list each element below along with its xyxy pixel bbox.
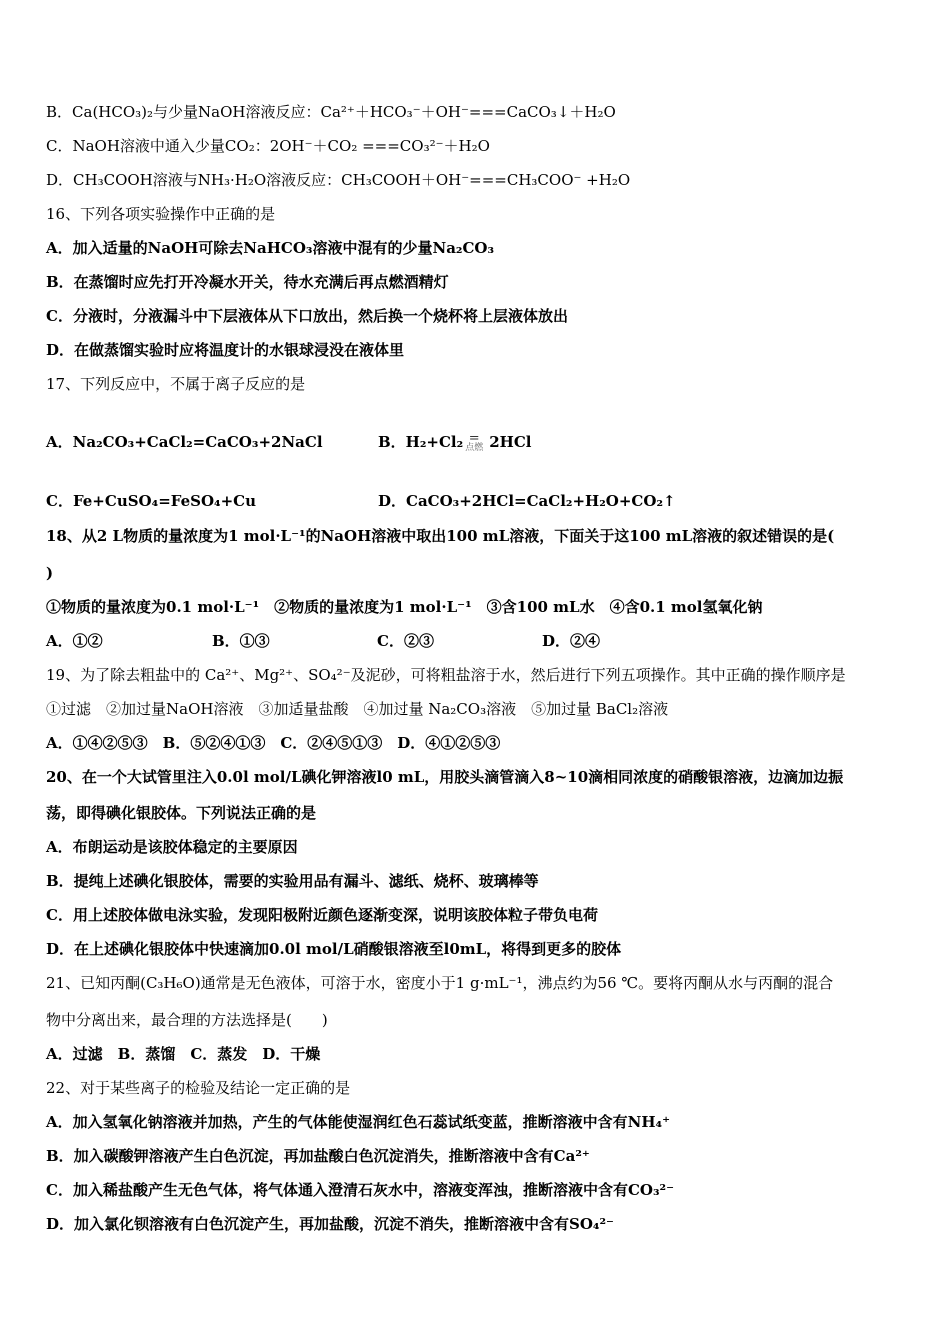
- question-18-statements: ①物质的量浓度为0.1 mol·L⁻¹ ②物质的量浓度为1 mol·L⁻¹ ③含100 mL水 ④含0.1 mol氢氧化钠: [46, 598, 763, 616]
- question-17-option-c: C．Fe+CuSO₄=FeSO₄+Cu: [46, 492, 257, 510]
- question-15-option-b: B．Ca(HCO₃)₂与少量NaOH溶液反应：Ca²⁺＋HCO₃⁻＋OH⁻===CaCO₃↓＋H₂O: [46, 103, 616, 121]
- question-19-options: A．①④②⑤③ B．⑤②④①③ C．②④⑤①③ D．④①②⑤③: [46, 734, 501, 752]
- question-21-stem-cont: 物中分离出来，最合理的方法选择是( ): [46, 1011, 328, 1029]
- question-16-option-b: B．在蒸馏时应先打开冷凝水开关，待水充满后再点燃酒精灯: [46, 273, 449, 291]
- option-b-reactants: B．H₂+Cl₂: [378, 433, 464, 451]
- question-20-stem: 20、在一个大试管里注入0.0l mol/L碘化钾溶液l0 mL，用胶头滴管滴入8~10滴相同浓度的硝酸银溶液，边滴加边振: [46, 768, 844, 786]
- question-20-option-a: A．布朗运动是该胶体稳定的主要原因: [46, 838, 298, 856]
- question-21-stem: 21、已知丙酮(C₃H₆O)通常是无色液体，可溶于水，密度小于1 g·mL⁻¹，沸点约为56 ℃。要将丙酮从水与丙酮的混合: [46, 974, 834, 992]
- question-17-option-b: [378, 432, 531, 453]
- question-20-option-c: C．用上述胶体做电泳实验，发现阳极附近颜色逐渐变深，说明该胶体粒子带负电荷: [46, 906, 598, 924]
- question-18-option-a: A．①②: [46, 632, 103, 650]
- question-17-option-d: D．CaCO₃+2HCl=CaCl₂+H₂O+CO₂↑: [378, 492, 676, 510]
- question-16-option-c: C．分液时，分液漏斗中下层液体从下口放出，然后换一个烧杯将上层液体放出: [46, 307, 568, 325]
- question-15-option-d: D．CH₃COOH溶液与NH₃·H₂O溶液反应：CH₃COOH＋OH⁻===CH₃COO⁻ +H₂O: [46, 171, 631, 189]
- option-b-product: 2HCl: [489, 433, 532, 451]
- question-17-stem: 17、下列反应中，不属于离子反应的是: [46, 375, 306, 393]
- question-17-option-a: A．Na₂CO₃+CaCl₂=CaCO₃+2NaCl: [46, 433, 323, 451]
- question-22-option-a: A．加入氢氧化钠溶液并加热，产生的气体能使湿润红色石蕊试纸变蓝，推断溶液中含有NH₄⁺: [46, 1113, 671, 1131]
- question-19-stem: 19、为了除去粗盐中的 Ca²⁺、Mg²⁺、SO₄²⁻及泥砂，可将粗盐溶于水，然后进行下列五项操作。其中正确的操作顺序是: [46, 666, 846, 684]
- question-16-stem: 16、下列各项实验操作中正确的是: [46, 205, 276, 223]
- question-22-stem: 22、对于某些离子的检验及结论一定正确的是: [46, 1079, 351, 1097]
- question-20-stem-cont: 荡，即得碘化银胶体。下列说法正确的是: [46, 804, 317, 822]
- question-21-options: A．过滤 B．蒸馏 C．蒸发 D．干燥: [46, 1045, 321, 1063]
- question-18-option-c: C．②③: [377, 632, 434, 650]
- question-16-option-a: A．加入适量的NaOH可除去NaHCO₃溶液中混有的少量Na₂CO₃: [46, 239, 495, 257]
- question-16-option-d: D．在做蒸馏实验时应将温度计的水银球浸没在液体里: [46, 341, 405, 359]
- question-22-option-b: B．加入碳酸钾溶液产生白色沉淀，再加盐酸白色沉淀消失，推断溶液中含有Ca²⁺: [46, 1147, 590, 1165]
- question-15-option-c: C．NaOH溶液中通入少量CO₂：2OH⁻＋CO₂ ===CO₃²⁻＋H₂O: [46, 137, 490, 155]
- question-18-stem: 18、从2 L物质的量浓度为1 mol·L⁻¹的NaOH溶液中取出100 mL溶液，下面关于这100 mL溶液的叙述错误的是(: [46, 527, 835, 545]
- question-18-option-d: D．②④: [542, 632, 601, 650]
- question-20-option-b: B．提纯上述碘化银胶体，需要的实验用品有漏斗、滤纸、烧杯、玻璃棒等: [46, 872, 539, 890]
- question-20-option-d: D．在上述碘化银胶体中快速滴加0.0l mol/L硝酸银溶液至l0mL，将得到更多的胶体: [46, 940, 622, 958]
- ignition-condition: = 点燃: [465, 430, 484, 453]
- question-18-stem-end: ): [46, 564, 54, 582]
- question-18-option-b: B．①③: [212, 632, 270, 650]
- question-22-option-c: C．加入稀盐酸产生无色气体，将气体通入澄清石灰水中，溶液变浑浊，推断溶液中含有CO₃²⁻: [46, 1181, 675, 1199]
- ignition-label: 点燃: [465, 442, 484, 453]
- question-19-steps: ①过滤 ②加过量NaOH溶液 ③加适量盐酸 ④加过量 Na₂CO₃溶液 ⑤加过量 BaCl₂溶液: [46, 700, 669, 718]
- question-22-option-d: D．加入氯化钡溶液有白色沉淀产生，再加盐酸，沉淀不消失，推断溶液中含有SO₄²⁻: [46, 1215, 614, 1233]
